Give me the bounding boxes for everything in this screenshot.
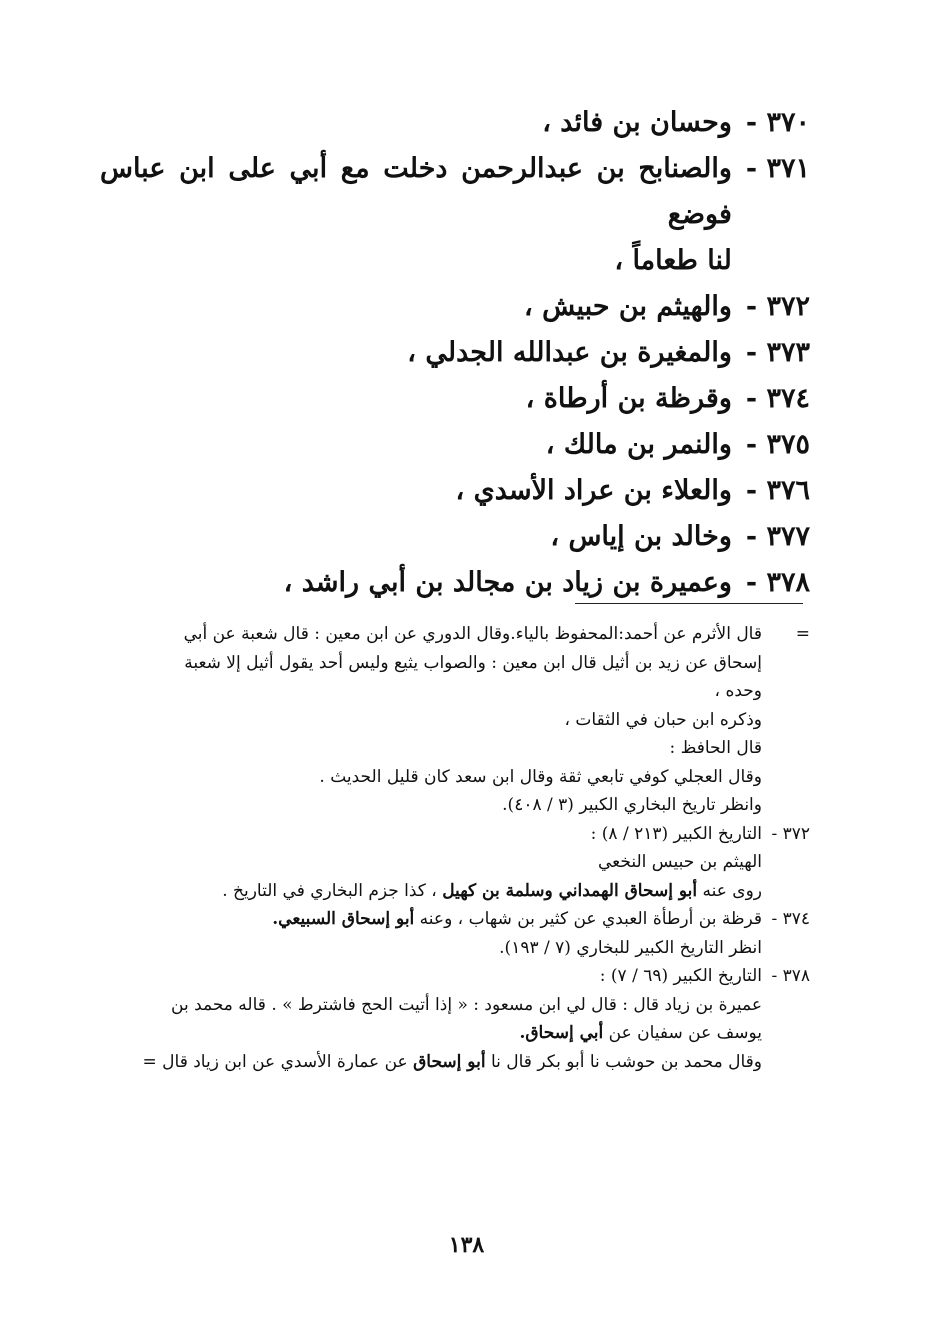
footnote-text-plain: قرظة بن أرطأة العبدي عن كثير بن شهاب ، وعنه bbox=[414, 909, 762, 929]
footnote-divider bbox=[575, 603, 803, 604]
footnote-continuation-mark: = bbox=[795, 624, 810, 644]
entry-text: والنمر بن مالك ، bbox=[545, 429, 732, 460]
footnotes bbox=[110, 620, 810, 1076]
entry-374 bbox=[100, 376, 810, 422]
entry-376 bbox=[100, 468, 810, 514]
footnote-line bbox=[110, 905, 810, 934]
footnote-line bbox=[110, 848, 810, 877]
footnote-text: الهيثم بن حبيس النخعي bbox=[597, 852, 762, 872]
entry-number: ٣٧٤ - bbox=[745, 383, 810, 414]
footnote-text-bold: أبي إسحاق. bbox=[519, 1023, 604, 1043]
footnote-line bbox=[110, 649, 810, 678]
footnote-text: وقال العجلي كوفي تابعي ثقة وقال ابن سعد كان قليل الحديث . bbox=[319, 766, 762, 787]
footnote-text: قال الحافظ : bbox=[669, 738, 762, 758]
entry-number: ٣٧٨ - bbox=[745, 567, 810, 598]
footnote-text-plain: يوسف عن سفيان عن bbox=[603, 1023, 762, 1043]
narrator-list bbox=[100, 100, 810, 606]
entry-number: ٣٧٥ - bbox=[745, 429, 810, 460]
page-number: ١٣٨ bbox=[448, 1232, 485, 1258]
footnote-text: وانظر تاريخ البخاري الكبير (٣ / ٤٠٨). bbox=[502, 795, 762, 815]
entry-378 bbox=[100, 560, 810, 606]
footnote-line bbox=[110, 1019, 810, 1048]
footnote-text-bold: أبو إسحاق السبيعي. bbox=[272, 909, 415, 929]
entry-text: وقرظة بن أرطاة ، bbox=[525, 383, 732, 414]
footnote-line bbox=[110, 706, 810, 735]
footnote-text bbox=[110, 1048, 810, 1077]
footnote-text-plain: وقال محمد بن حوشب نا أبو بكر قال نا bbox=[485, 1051, 762, 1072]
entry-number: ٣٧٦ - bbox=[745, 475, 810, 506]
entry-text bbox=[100, 146, 732, 284]
footnote-number: ٣٧٤ - bbox=[771, 909, 810, 929]
entry-number: ٣٧٢ - bbox=[745, 291, 810, 322]
footnote-line bbox=[110, 763, 810, 792]
footnote-text-plain: ، كذا جزم البخاري في التاريخ . bbox=[222, 880, 443, 901]
footnote-text bbox=[110, 905, 762, 934]
footnote-number: ٣٧٢ - bbox=[771, 823, 810, 844]
footnote-text: قال الأثرم عن أحمد:المحفوظ بالياء.وقال الدوري عن ابن معين : قال شعبة عن أبي bbox=[183, 624, 762, 644]
entry-text: والعلاء بن عراد الأسدي ، bbox=[455, 475, 732, 506]
footnote-line bbox=[110, 877, 810, 906]
entry-text-continuation: لنا طعاماً ، bbox=[614, 245, 732, 276]
entry-371 bbox=[100, 146, 810, 284]
footnote-text bbox=[110, 877, 810, 906]
footnote-number: ٣٧٨ - bbox=[771, 966, 810, 986]
footnote-text: إسحاق عن زيد بن أثيل قال ابن معين : والصواب يثيع وليس أحد يقول أثيل إلا شعبة bbox=[184, 652, 762, 673]
footnote-line bbox=[110, 991, 810, 1020]
footnote-line bbox=[110, 962, 810, 991]
footnote-line bbox=[110, 1048, 810, 1077]
footnote-line bbox=[110, 934, 810, 963]
footnote-text: التاريخ الكبير (٦٩ / ٧) : bbox=[599, 966, 762, 986]
footnote-text-bold: أبو إسحاق الهمداني وسلمة بن كهيل bbox=[442, 880, 698, 901]
entry-375 bbox=[100, 422, 810, 468]
footnote-line bbox=[110, 677, 810, 706]
entry-number: ٣٧٣ - bbox=[745, 337, 810, 368]
entry-370 bbox=[100, 100, 810, 146]
footnote-text: وذكره ابن حبان في الثقات ، bbox=[564, 709, 762, 730]
footnote-line bbox=[110, 620, 810, 649]
footnote-text-plain: روى عنه bbox=[697, 880, 762, 901]
entry-text: وعميرة بن زياد بن مجالد بن أبي راشد ، bbox=[283, 567, 732, 598]
entry-text: وخالد بن إياس ، bbox=[550, 521, 732, 552]
footnote-text: التاريخ الكبير (٢١٣ / ٨) : bbox=[590, 823, 762, 844]
entry-text: وحسان بن فائد ، bbox=[542, 107, 732, 138]
footnote-text: وحده ، bbox=[714, 681, 762, 701]
entry-text-line: والصنابح بن عبدالرحمن دخلت مع أبي على ابن عباس فوضع bbox=[100, 153, 732, 230]
footnote-line bbox=[110, 820, 810, 849]
entry-number: ٣٧١ - bbox=[745, 153, 810, 184]
entry-373 bbox=[100, 330, 810, 376]
footnote-text: انظر التاريخ الكبير للبخاري (٧ / ١٩٣). bbox=[499, 937, 762, 958]
entry-number: ٣٧٠ - bbox=[745, 107, 810, 138]
footnote-text: عميرة بن زياد قال : قال لي ابن مسعود : « إذا أتيت الحج فاشترط » . قاله محمد بن bbox=[171, 994, 762, 1015]
footnote-text-plain: عن عمارة الأسدي عن ابن زياد قال = bbox=[142, 1051, 414, 1072]
footnote-text-bold: أبو إسحاق bbox=[413, 1051, 486, 1072]
entry-text: والهيثم بن حبيش ، bbox=[524, 291, 732, 322]
entry-377 bbox=[100, 514, 810, 560]
entry-text: والمغيرة بن عبدالله الجدلي ، bbox=[407, 337, 732, 368]
footnote-line bbox=[110, 734, 810, 763]
entry-372 bbox=[100, 284, 810, 330]
footnote-line bbox=[110, 791, 810, 820]
footnote-text bbox=[110, 1019, 810, 1048]
entry-number: ٣٧٧ - bbox=[745, 521, 810, 552]
